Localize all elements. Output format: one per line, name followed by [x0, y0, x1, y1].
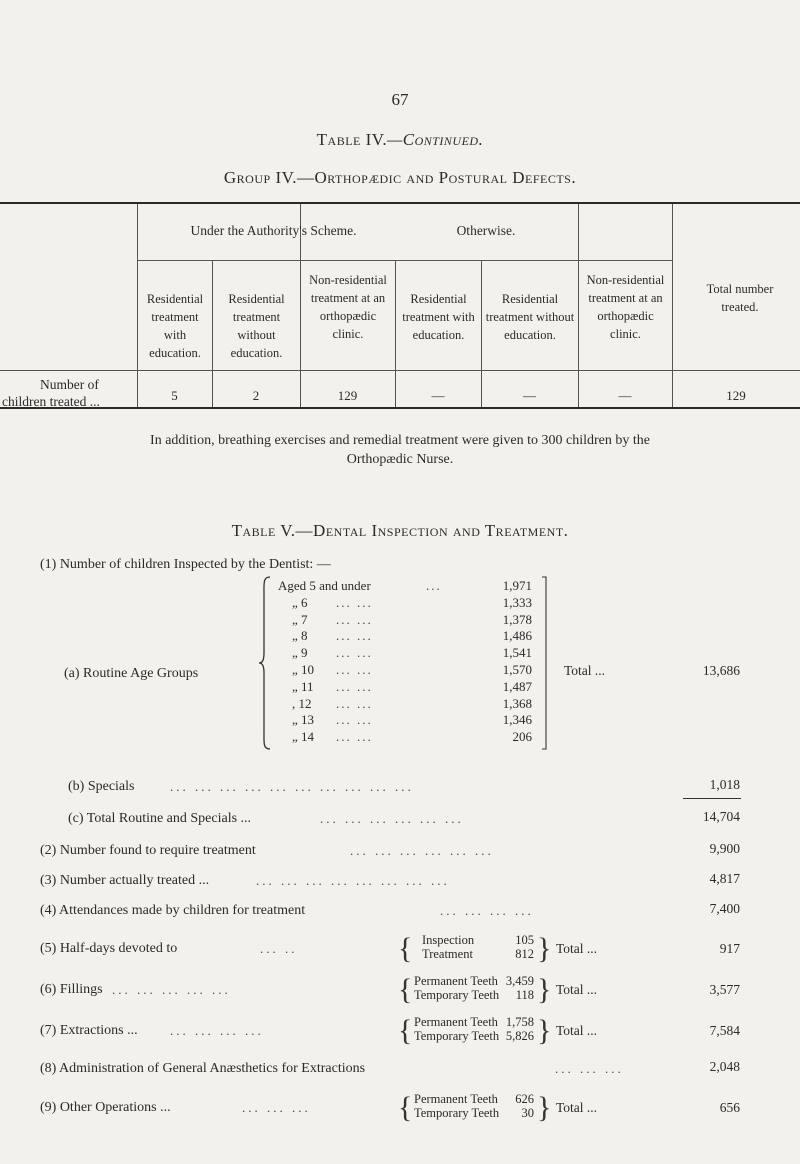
item1-label: (1) Number of children Inspected by the Dentist: — [40, 557, 331, 572]
table4-hline [0, 370, 800, 371]
age-group-label: „ 7 [292, 612, 308, 627]
item8-label: (8) Administration of General Anæsthetics for Extractions [40, 1061, 366, 1076]
table4-vline [212, 260, 213, 407]
table4-vline [672, 204, 673, 407]
value-res-without-edu: 2 [252, 388, 260, 403]
table4-title [0, 130, 800, 150]
item9-sub1-value: 626 [515, 1092, 534, 1106]
age-group-label: Aged 5 and under [278, 578, 371, 593]
age-group-leader-dots: ... ... [336, 696, 373, 711]
col-header-1: Residential treatment with education. [146, 292, 204, 360]
item5-sub2-label: Treatment [422, 947, 473, 961]
item5-sub1-label: Inspection [422, 933, 475, 947]
item7-label: (7) Extractions ... [40, 1023, 138, 1038]
age-group-value: 1,333 [502, 595, 532, 610]
item5-total-value: 917 [719, 941, 740, 956]
value-other-res-with-edu: — [431, 388, 445, 403]
value-res-with-edu: 5 [171, 388, 178, 403]
age-group-value: 1,570 [502, 662, 532, 677]
age-group-value: 1,368 [502, 696, 532, 711]
age-group-value: 1,378 [502, 612, 532, 627]
item5-sub2-value: 812 [515, 947, 534, 961]
item4-label: (4) Attendances made by children for treatment [40, 903, 306, 918]
age-group-leader-dots: ... ... [336, 645, 373, 660]
item9-sub1-label: Permanent Teeth [414, 1092, 498, 1106]
col-header-3: Non-residential treatment at an orthopædic clinic. [309, 273, 387, 341]
item3-label: (3) Number actually treated ... [40, 873, 210, 888]
note-line1: In addition, breathing exercises and remedial treatment were given to 300 children by the [150, 433, 650, 448]
total-routine-specials-value: 14,704 [702, 809, 740, 824]
col-header-2: Residential treatment without education. [228, 292, 285, 360]
specials-leader-dots: ... ... ... ... ... ... ... ... ... ... [170, 779, 414, 794]
total-routine-specials-label: (c) Total Routine and Specials ... [68, 811, 252, 826]
item6-total-label: Total ... [556, 982, 598, 997]
item5-left-brace-icon: { [398, 932, 413, 965]
age-group-leader-dots: ... ... [336, 729, 373, 744]
age-group-leader-dots: ... [426, 578, 442, 593]
item2-value: 9,900 [709, 841, 740, 856]
age-group-label: „ 6 [292, 595, 308, 610]
table4-top-rule [0, 202, 800, 204]
item7-leader-dots: ... ... ... ... [170, 1023, 264, 1038]
routine-age-groups-label: (a) Routine Age Groups [64, 666, 199, 681]
age-group-value: 1,541 [502, 645, 532, 660]
item9-leader-dots: ... ... ... [242, 1100, 311, 1115]
page-number: 67 [391, 90, 409, 109]
right-bracket-icon [540, 575, 554, 751]
item7-sub1-value: 1,758 [505, 1015, 534, 1029]
item3-value: 4,817 [709, 871, 740, 886]
age-group-label: „ 13 [292, 712, 315, 727]
table4-group-title: Group IV.—Orthopædic and Postural Defects. [223, 168, 577, 187]
item7-sub2-value: 5,826 [505, 1029, 534, 1043]
age-group-label: „ 11 [292, 679, 314, 694]
table4-vline [395, 260, 396, 407]
value-other-res-without-edu: — [523, 388, 536, 403]
item4-leader-dots: ... ... ... ... [440, 903, 534, 918]
age-group-value: 1,346 [502, 712, 532, 727]
age-group-value: 1,487 [502, 679, 532, 694]
value-non-res-clinic: 129 [337, 388, 358, 403]
age-group-value: 1,486 [502, 628, 532, 643]
age-group-leader-dots: ... ... [336, 712, 373, 727]
item7-sub1-label: Permanent Teeth [414, 1015, 498, 1029]
age-group-leader-dots: ... ... [336, 628, 373, 643]
total-routine-specials-leader-dots: ... ... ... ... ... ... [320, 811, 464, 826]
item8-value: 2,048 [709, 1059, 740, 1074]
item3-leader-dots: ... ... ... ... ... ... ... ... [256, 873, 450, 888]
age-group-leader-dots: ... ... [336, 662, 373, 677]
specials-value: 1,018 [709, 777, 740, 792]
age-group-value: 1,971 [502, 578, 532, 593]
item7-sub2-label: Temporary Teeth [414, 1029, 500, 1043]
col-header-total: Total number treated. [706, 282, 774, 314]
col-header-5: Residential treatment without education. [485, 292, 575, 342]
item6-label: (6) Fillings [40, 982, 103, 997]
specials-sum-rule [683, 798, 741, 799]
item9-sub2-label: Temporary Teeth [414, 1106, 500, 1120]
item6-sub1-value: 3,459 [505, 974, 534, 988]
age-group-label: „ 9 [292, 645, 308, 660]
item9-label: (9) Other Operations ... [40, 1100, 171, 1115]
item6-sub2-value: 118 [515, 988, 534, 1002]
item5-leader-dots: ... .. [260, 941, 298, 956]
item5-sub1-value: 105 [515, 933, 534, 947]
row-label-line1: Number of [40, 377, 99, 392]
item7-left-brace-icon: { [398, 1014, 413, 1047]
routine-total-label: Total ... [564, 663, 606, 678]
table4-title-prefix: Table IV. [316, 130, 388, 149]
item8-leader-dots: ... ... ... [555, 1061, 624, 1076]
item9-total-value: 656 [719, 1100, 740, 1115]
left-brace-icon [258, 575, 272, 751]
table4-vline [481, 260, 482, 407]
table4-hline [137, 260, 672, 261]
item6-left-brace-icon: { [398, 973, 413, 1006]
row-label-line2: children treated ... [2, 394, 100, 409]
item6-total-value: 3,577 [709, 982, 740, 997]
item6-sub2-label: Temporary Teeth [414, 988, 500, 1002]
item6-leader-dots: ... ... ... ... ... [112, 982, 231, 997]
value-other-non-res-clinic: — [618, 388, 632, 403]
col-header-6: Non-residential treatment at an orthopædic clinic. [586, 273, 665, 341]
age-group-label: „ 10 [292, 662, 315, 677]
value-total-treated: 129 [726, 388, 746, 403]
item7-right-brace-icon: } [537, 1014, 552, 1047]
item6-sub1-label: Permanent Teeth [414, 974, 498, 988]
age-group-leader-dots: ... ... [336, 595, 373, 610]
age-group-value: 206 [512, 729, 532, 744]
item6-right-brace-icon: } [537, 973, 552, 1006]
item9-sub2-value: 30 [521, 1106, 534, 1120]
specials-label: (b) Specials [68, 779, 135, 794]
header-otherwise: Otherwise. [456, 223, 516, 238]
item5-label: (5) Half-days devoted to [40, 941, 178, 956]
header-authority: Under the Authority's Scheme. [190, 223, 357, 238]
item9-right-brace-icon: } [537, 1091, 552, 1124]
age-group-leader-dots: ... ... [336, 612, 373, 627]
item4-value: 7,400 [709, 901, 740, 916]
item5-total-label: Total ... [556, 941, 598, 956]
item9-left-brace-icon: { [398, 1091, 413, 1124]
age-group-label: „ 8 [292, 628, 308, 643]
item2-label: (2) Number found to require treatment [40, 843, 256, 858]
table4-bottom-rule [0, 407, 800, 409]
age-group-label: , 12 [292, 696, 312, 711]
table4-title-suffix: —Continued. [387, 130, 484, 149]
item2-leader-dots: ... ... ... ... ... ... [350, 843, 494, 858]
routine-total-value: 13,686 [702, 663, 740, 678]
item7-total-label: Total ... [556, 1023, 598, 1038]
table5-title: Table V.—Dental Inspection and Treatment. [231, 521, 569, 540]
note-line2: Orthopædic Nurse. [346, 452, 454, 467]
col-header-4: Residential treatment with education. [402, 292, 475, 342]
age-group-label: „ 14 [292, 729, 315, 744]
item5-right-brace-icon: } [537, 932, 552, 965]
item7-total-value: 7,584 [709, 1023, 740, 1038]
age-group-leader-dots: ... ... [336, 679, 373, 694]
item9-total-label: Total ... [556, 1100, 598, 1115]
